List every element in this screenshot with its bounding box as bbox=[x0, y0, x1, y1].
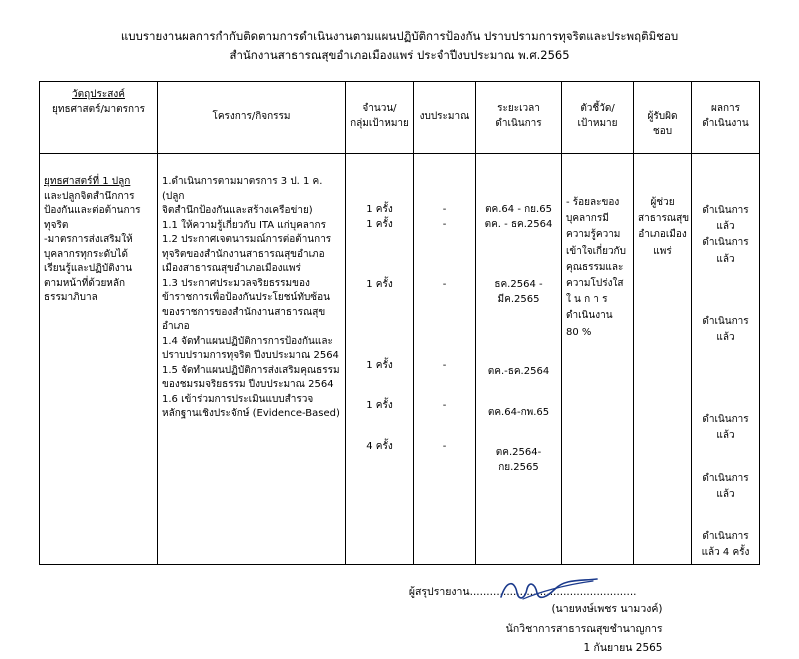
project-3-line-1: 1.3 ประกาศประมวลจริยธรรมของ bbox=[162, 277, 310, 289]
signer-date: 1 กันยายน 2565 bbox=[583, 642, 663, 655]
signer-position: นักวิชาการสาธารณสุขชำนาญการ bbox=[505, 622, 663, 635]
budget-4: - bbox=[442, 359, 447, 371]
kpi-line-7: ใ น ก า ร bbox=[566, 294, 608, 306]
budget-1: - bbox=[442, 204, 447, 216]
objective-line-3: ป้องกันและต่อต้านการ bbox=[44, 205, 141, 217]
header-budget-line1: งบประมาณ bbox=[419, 111, 470, 123]
signer-name: (นายหงษ์เพชร นามวงค์) bbox=[551, 603, 663, 616]
project-2-line-2: ทุจริตของสำนักงานสาธารณสุขอำเภอ bbox=[162, 248, 325, 260]
result-4: ดำเนินการแล้ว bbox=[702, 414, 749, 442]
cell-results bbox=[692, 154, 760, 565]
project-0-line-2: จิตสำนึกป้องกันและสร้างเครือข่าย) bbox=[162, 205, 313, 217]
cell-period bbox=[476, 154, 562, 565]
header-objective-line1: วัตถุประสงค์ bbox=[72, 89, 125, 101]
header-quantity-line1: จำนวน/ bbox=[362, 103, 397, 115]
result-6: ดำเนินการแล้ว 4 ครั้ง bbox=[701, 530, 750, 559]
project-6-line-1: 1.6 เข้าร่วมการประเมินแบบสำรวจ bbox=[162, 393, 314, 405]
header-objective-line2: ยุทธศาสตร์/มาตรการ bbox=[52, 103, 145, 115]
kpi-line-9: 80 % bbox=[566, 326, 592, 338]
cell-projects bbox=[158, 154, 346, 565]
objective-line-8: ตามหน้าที่ด้วยหลัก bbox=[44, 277, 126, 289]
document-footer bbox=[45, 583, 755, 658]
result-1: ดำเนินการแล้ว bbox=[702, 205, 749, 233]
report-by-line: ผู้สรุปรายงาน.................................................. bbox=[408, 586, 637, 599]
quantity-1: 1 ครั้ง bbox=[366, 204, 393, 216]
document-title-line2: สำนักงานสาธารณสุขอำเภอเมืองแพร่ ประจำปีงบประมาณ พ.ศ.2565 bbox=[229, 48, 570, 63]
kpi-line-2: บุคลากรมี bbox=[566, 213, 609, 225]
header-period bbox=[476, 82, 562, 154]
objective-line-4: ทุจริต bbox=[44, 219, 69, 231]
kpi-line-1: - ร้อยละของ bbox=[566, 197, 620, 209]
budget-2: - bbox=[442, 218, 447, 230]
period-1: ตค.64 - กย.65 bbox=[485, 204, 552, 216]
period-2: ตค. - ธค.2564 bbox=[484, 218, 553, 230]
kpi-line-8: ดำเนินงาน bbox=[566, 310, 613, 322]
header-project-line1: โครงการ/กิจกรรม bbox=[212, 111, 291, 123]
project-2-line-3: เมืองสาธารณสุขอำเภอเมืองแพร่ bbox=[162, 263, 301, 275]
header-responsible-line1: ผู้รับผิดชอบ bbox=[647, 111, 678, 137]
header-quantity bbox=[346, 82, 414, 154]
project-5-line-1: 1.5 จัดทำแผนปฏิบัติการส่งเสริมคุณธรรม bbox=[162, 364, 340, 376]
project-3-line-4: อำเภอ bbox=[162, 321, 190, 333]
header-responsible bbox=[634, 82, 692, 154]
kpi-line-6: ความโปร่งใส bbox=[566, 278, 624, 290]
period-6: ตค.2564-กย.2565 bbox=[495, 447, 542, 473]
project-4-line-2: ปราบปรามการทุจริต ปีงบประมาณ 2564 bbox=[162, 350, 339, 362]
cell-responsible bbox=[634, 154, 692, 565]
responsible-line-2: สาธารณสุข bbox=[638, 213, 690, 225]
project-3-line-2: ข้าราชการเพื่อป้องกันประโยชน์ทับซ้อน bbox=[162, 292, 330, 304]
project-3-line-3: ของราชการของสำนักงานสาธารณสุข bbox=[162, 306, 326, 318]
period-4: ตค.-ธค.2564 bbox=[487, 366, 550, 378]
header-objective bbox=[40, 82, 158, 154]
objective-line-9: ธรรมาภิบาล bbox=[44, 292, 98, 304]
result-5: ดำเนินการแล้ว bbox=[702, 472, 749, 500]
budget-5: - bbox=[442, 400, 447, 412]
header-result bbox=[692, 82, 760, 154]
project-2-line-1: 1.2 ประกาศเจตนารมณ์การต่อต้านการ bbox=[162, 234, 332, 246]
responsible-line-1: ผู้ช่วย bbox=[650, 197, 675, 209]
kpi-line-3: ความรู้ความ bbox=[566, 229, 621, 241]
cell-quantity bbox=[346, 154, 414, 565]
header-kpi-line2: เป้าหมาย bbox=[577, 117, 618, 129]
objective-line-6: บุคลากรทุกระดับได้ bbox=[44, 248, 128, 260]
budget-3: - bbox=[442, 279, 447, 291]
objective-line-2: และปลูกจิตสำนึกการ bbox=[44, 190, 135, 202]
project-5-line-2: ของชมรมจริยธรรม ปีงบประมาณ 2564 bbox=[162, 379, 334, 391]
kpi-line-4: เข้าใจเกี่ยวกับ bbox=[566, 245, 626, 257]
header-period-line2: ดำเนินการ bbox=[495, 117, 542, 129]
responsible-line-4: แพร่ bbox=[653, 245, 672, 257]
quantity-2: 1 ครั้ง bbox=[366, 218, 393, 230]
objective-line-1: ยุทธศาสตร์ที่ 1 ปลูก bbox=[44, 176, 131, 188]
header-project bbox=[158, 82, 346, 154]
project-6-line-2: หลักฐานเชิงประจักษ์ (Evidence-Based) bbox=[162, 408, 340, 420]
quantity-5: 1 ครั้ง bbox=[366, 400, 393, 412]
header-period-line1: ระยะเวลา bbox=[497, 103, 540, 115]
period-5: ตค.64-กพ.65 bbox=[487, 406, 550, 418]
table-header-row bbox=[40, 82, 760, 154]
result-2: ดำเนินการแล้ว bbox=[702, 237, 749, 265]
quantity-3: 1 ครั้ง bbox=[366, 279, 393, 291]
kpi-line-5: คุณธรรมและ bbox=[566, 261, 624, 273]
quantity-6: 4 ครั้ง bbox=[366, 440, 393, 452]
header-kpi-line1: ตัวชี้วัด/ bbox=[580, 103, 615, 115]
cell-budget bbox=[414, 154, 476, 565]
header-result-line2: ดำเนินงาน bbox=[702, 117, 749, 129]
period-3: ธค.2564 - มีค.2565 bbox=[494, 279, 543, 305]
project-1-line-1: 1.1 ให้ความรู้เกี่ยวกับ ITA แก่บุคลากร bbox=[162, 219, 326, 231]
cell-objective bbox=[40, 154, 158, 565]
header-budget bbox=[414, 82, 476, 154]
project-0-line-1: 1.ดำเนินการตามมาตรการ 3 ป. 1 ค. (ปลูก bbox=[162, 176, 323, 202]
table-row bbox=[40, 154, 760, 565]
header-kpi bbox=[562, 82, 634, 154]
project-4-line-1: 1.4 จัดทำแผนปฏิบัติการการป้องกันและ bbox=[162, 335, 333, 347]
objective-line-5: -มาตรการส่งเสริมให้ bbox=[44, 234, 133, 246]
quantity-4: 1 ครั้ง bbox=[366, 359, 393, 371]
cell-kpi bbox=[562, 154, 634, 565]
report-table bbox=[39, 81, 760, 565]
header-quantity-line2: กลุ่มเป้าหมาย bbox=[350, 117, 409, 129]
responsible-line-3: อำเภอเมือง bbox=[638, 229, 687, 241]
budget-6: - bbox=[442, 440, 447, 452]
header-result-line1: ผลการ bbox=[710, 103, 741, 115]
result-3: ดำเนินการแล้ว bbox=[702, 315, 749, 344]
document-title-line1: แบบรายงานผลการกำกับติดตามการดำเนินงานตามแผนปฏิบัติการป้องกัน ปราบปรามการทุจริตและประพฤติมิชอบ bbox=[120, 29, 679, 43]
objective-line-7: เรียนรู้และปฏิบัติงาน bbox=[44, 263, 133, 275]
document-header bbox=[0, 0, 799, 67]
